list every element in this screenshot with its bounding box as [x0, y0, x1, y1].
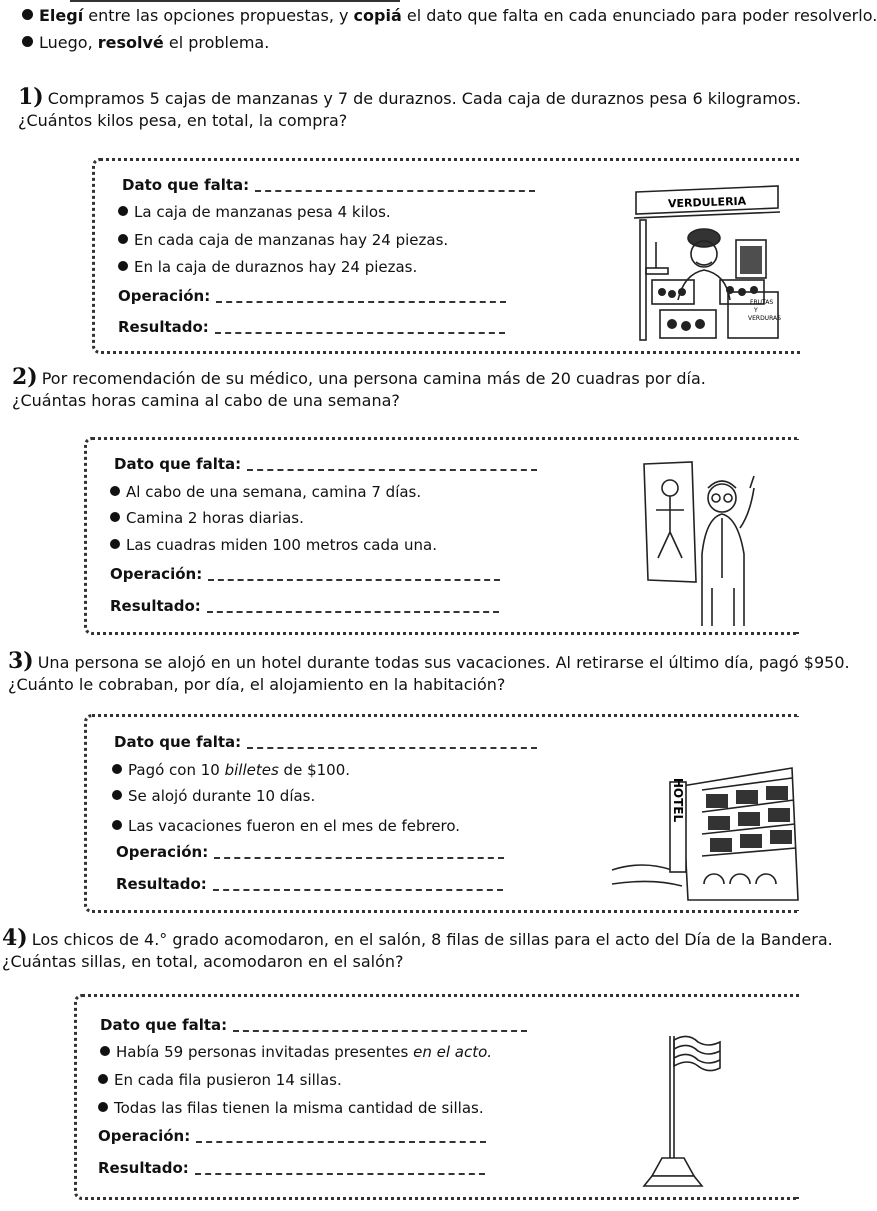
- problem-3-statement: 3) Una persona se alojó en un hotel durante todas sus vacaciones. Al retirarse el último día, pagó $950. ¿Cuánto le cobraban, por día, el alojamiento en la habitación?: [8, 648, 850, 694]
- bullet-icon: [22, 36, 33, 47]
- svg-text:FRUTAS: FRUTAS: [750, 299, 774, 306]
- top-rule: [70, 0, 400, 2]
- hotel-sign: HOTEL: [671, 777, 685, 823]
- option-2a: Al cabo de una semana, camina 7 días.: [110, 483, 421, 501]
- problem-number: 4): [2, 925, 28, 951]
- operacion-field-2[interactable]: Operación:: [110, 565, 500, 583]
- problem-number: 3): [8, 648, 34, 674]
- svg-text:VERDURAS: VERDURAS: [748, 315, 781, 322]
- option-3a: Pagó con 10 billetes de $100.: [112, 761, 350, 779]
- dato-field-1[interactable]: Dato que falta:: [122, 176, 535, 194]
- svg-text:Y: Y: [754, 307, 758, 314]
- instruction-1: Elegí entre las opciones propuestas, y copiá el dato que falta en cada enunciado para poder resolverlo.: [22, 6, 877, 25]
- option-2c: Las cuadras miden 100 metros cada una.: [110, 536, 437, 554]
- greengrocer-illustration: [632, 180, 784, 345]
- verduleria-sign: VERDULERIA: [667, 194, 747, 211]
- option-4c: Todas las filas tienen la misma cantidad de sillas.: [98, 1099, 484, 1117]
- option-1a: La caja de manzanas pesa 4 kilos.: [118, 203, 391, 221]
- option-4b: En cada fila pusieron 14 sillas.: [98, 1071, 342, 1089]
- option-4a: Había 59 personas invitadas presentes en el acto.: [100, 1043, 492, 1061]
- problem-2-statement: 2) Por recomendación de su médico, una persona camina más de 20 cuadras por día. ¿Cuántas horas camina al cabo de una semana?: [12, 364, 706, 410]
- hotel-illustration: [612, 760, 798, 906]
- option-3c: Las vacaciones fueron en el mes de febrero.: [112, 817, 460, 835]
- problem-1-statement: 1) Compramos 5 cajas de manzanas y 7 de duraznos. Cada caja de duraznos pesa 6 kilogramos. ¿Cuántos kilos pesa, en total, la compra?: [18, 84, 801, 130]
- operacion-field-1[interactable]: Operación:: [118, 287, 506, 305]
- option-2b: Camina 2 horas diarias.: [110, 509, 304, 527]
- problem-number: 2): [12, 364, 38, 390]
- dato-field-4[interactable]: Dato que falta:: [100, 1016, 527, 1034]
- resultado-field-3[interactable]: Resultado:: [116, 875, 503, 893]
- doctor-illustration: [636, 458, 766, 630]
- resultado-field-4[interactable]: Resultado:: [98, 1159, 485, 1177]
- flagpole-illustration: [640, 1030, 730, 1190]
- instruction-2: Luego, resolvé el problema.: [22, 33, 269, 52]
- problem-4-statement: 4) Los chicos de 4.° grado acomodaron, en el salón, 8 filas de sillas para el acto del Día de la Bandera. ¿Cuántas sillas, en total, acomodaron en el salón?: [2, 925, 833, 971]
- option-1c: En la caja de duraznos hay 24 piezas.: [118, 258, 417, 276]
- problem-number: 1): [18, 84, 44, 110]
- resultado-field-2[interactable]: Resultado:: [110, 597, 499, 615]
- dato-field-3[interactable]: Dato que falta:: [114, 733, 537, 751]
- option-1b: En cada caja de manzanas hay 24 piezas.: [118, 231, 448, 249]
- bullet-icon: [22, 9, 33, 20]
- dato-field-2[interactable]: Dato que falta:: [114, 455, 537, 473]
- operacion-field-4[interactable]: Operación:: [98, 1127, 486, 1145]
- resultado-field-1[interactable]: Resultado:: [118, 318, 505, 336]
- operacion-field-3[interactable]: Operación:: [116, 843, 504, 861]
- option-3b: Se alojó durante 10 días.: [112, 787, 315, 805]
